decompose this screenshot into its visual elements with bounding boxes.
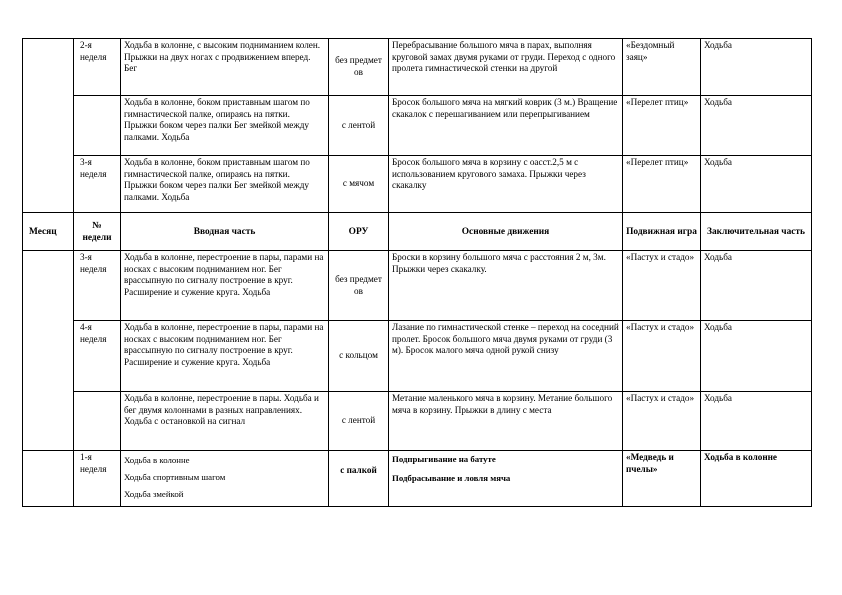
main-movements-cell: Лазание по гимнастической стенке – переход на соседний пролет. Бросок большого мяча двумя руками от груди (3 м). Бросок малого мяча одной рукой снизу [389, 321, 623, 392]
oru-cell: с палкой [329, 451, 389, 507]
table-row [23, 392, 812, 451]
final-cell: Ходьба [701, 321, 812, 392]
game-cell: «Медведь и пчелы» [623, 451, 701, 507]
intro-cell: Ходьба в колонне, с высоким подниманием колен. Прыжки на двух ногах с продвижением вперед. Бег [121, 39, 329, 96]
main-line: Подбрасывание и ловля мяча [392, 473, 511, 483]
final-cell: Ходьба [701, 251, 812, 321]
week-cell: 4-я неделя [74, 321, 121, 392]
week-cell: 2-я неделя [74, 39, 121, 96]
header-oru: ОРУ [329, 213, 389, 251]
game-cell: «Перелет птиц» [623, 96, 701, 156]
main-movements-cell: Метание маленького мяча в корзину. Метание большого мяча в корзину. Прыжки в длину с места [389, 392, 623, 451]
oru-cell: без предмет ов [329, 39, 389, 96]
header-main: Основные движения [389, 213, 623, 251]
oru-cell: с лентой [329, 96, 389, 156]
game-cell: «Перелет птиц» [623, 156, 701, 213]
week-cell: 3-я неделя [74, 156, 121, 213]
intro-cell: Ходьба в колонне, перестроение в пары, парами на носках с высоким подниманием ног. Бег врассыпную по сигналу построение в круг. Расширение и сужение круга. Ходьба [121, 321, 329, 392]
final-cell: Ходьба [701, 156, 812, 213]
final-cell: Ходьба в колонне [701, 451, 812, 507]
week-cell [74, 392, 121, 451]
game-cell: «Бездомный заяц» [623, 39, 701, 96]
intro-cell: Ходьба в колонне, перестроение в пары. Ходьба и бег двумя колоннами в разных направлениях. Ходьба с остановкой на сигнал [121, 392, 329, 451]
table-row [23, 39, 812, 96]
intro-line: Ходьба в колонне [124, 455, 190, 465]
header-month: Месяц [23, 213, 74, 251]
header-game: Подвижная игра [623, 213, 701, 251]
week-cell [74, 96, 121, 156]
main-movements-cell: Бросок большого мяча в корзину с оасст.2,5 м с использованием кругового замаха. Прыжки через скакалку [389, 156, 623, 213]
intro-line: Ходьба спортивным шагом [124, 472, 226, 482]
intro-cell: Ходьба в колонне, боком приставным шагом по гимнастической палке, опираясь на пятки. Прыжки боком через палки Бег змейкой между палками. Ходьба [121, 156, 329, 213]
oru-cell: с лентой [329, 392, 389, 451]
table-row [23, 321, 812, 392]
main-movements-cell: Перебрасывание большого мяча в парах, выполняя круговой замах двумя руками от груди. Переход с одного пролета гимнастической стенки на другой [389, 39, 623, 96]
game-cell: «Пастух и стадо» [623, 392, 701, 451]
intro-cell: Ходьба в колонне, перестроение в пары, парами на носках с высоким подниманием ног. Бег врассыпную по сигналу построение в круг. Расширение и сужение круга. Ходьба [121, 251, 329, 321]
oru-cell: без предмет ов [329, 251, 389, 321]
header-week: № недели [74, 213, 121, 251]
header-final: Заключительная часть [701, 213, 812, 251]
main-movements-cell: Броски в корзину большого мяча с расстояния 2 м, 3м. Прыжки через скакалку. [389, 251, 623, 321]
main-movements-cell: Бросок большого мяча на мягкий коврик (3 м.) Вращение скакалок с перешагиванием или перепрыгиванием [389, 96, 623, 156]
game-cell: «Пастух и стадо» [623, 251, 701, 321]
table-row [23, 156, 812, 213]
lesson-plan-sheet [22, 38, 811, 507]
lesson-plan-table [22, 38, 812, 507]
main-line: Подпрыгивание на батуте [392, 454, 496, 464]
final-cell: Ходьба [701, 39, 812, 96]
intro-cell: Ходьба в колонне, боком приставным шагом по гимнастической палке, опираясь на пятки. Прыжки боком через палки Бег змейкой между палками. Ходьба [121, 96, 329, 156]
week-cell: 1-я неделя [74, 451, 121, 507]
table-header-row [23, 213, 812, 251]
final-cell: Ходьба [701, 392, 812, 451]
month-cell-april [23, 251, 74, 451]
table-row [23, 96, 812, 156]
main-movements-cell [389, 451, 623, 507]
final-cell: Ходьба [701, 96, 812, 156]
oru-cell: с мячом [329, 156, 389, 213]
table-row [23, 251, 812, 321]
table-row [23, 451, 812, 507]
header-intro: Вводная часть [121, 213, 329, 251]
intro-cell [121, 451, 329, 507]
game-cell: «Пастух и стадо» [623, 321, 701, 392]
week-cell: 3-я неделя [74, 251, 121, 321]
month-cell-empty [23, 39, 74, 213]
oru-cell: с кольцом [329, 321, 389, 392]
intro-line: Ходьба змейкой [124, 489, 184, 499]
month-cell-empty [23, 451, 74, 507]
